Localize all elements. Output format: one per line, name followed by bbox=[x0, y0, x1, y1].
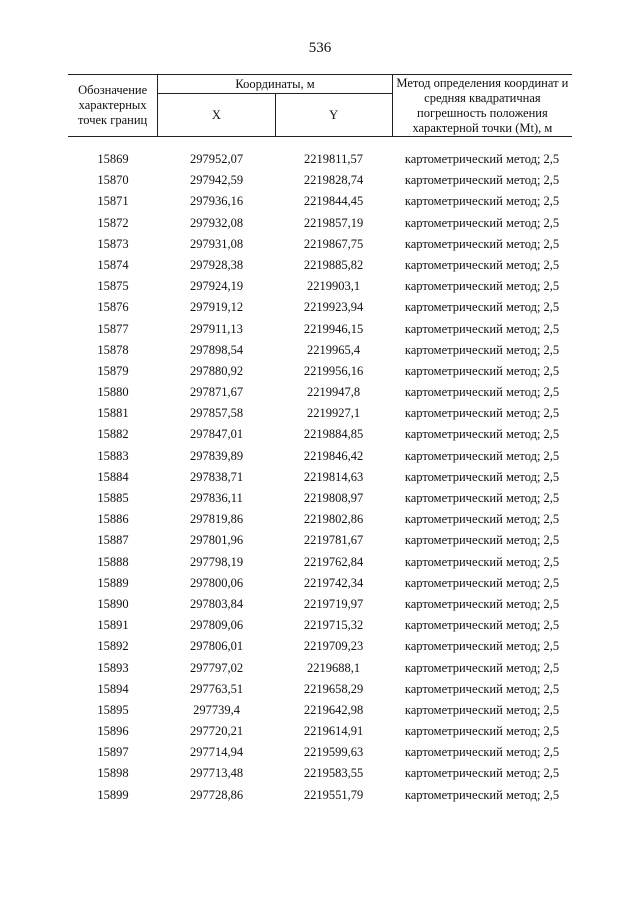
x-coordinate: 297847,01 bbox=[189, 427, 244, 442]
point-number: 15890 bbox=[97, 596, 129, 611]
x-coordinate: 297880,92 bbox=[189, 363, 244, 378]
table-row bbox=[68, 446, 572, 467]
y-coordinate: 2219846,42 bbox=[303, 448, 364, 463]
y-coordinate: 2219857,19 bbox=[303, 215, 364, 230]
point-number: 15874 bbox=[97, 257, 129, 272]
x-coordinate: 297763,51 bbox=[189, 681, 244, 696]
point-number: 15882 bbox=[97, 427, 129, 442]
method-value: картометрический метод; 2,5 bbox=[404, 702, 560, 717]
point-number: 15895 bbox=[97, 702, 129, 717]
table-row bbox=[68, 234, 572, 255]
point-number: 15881 bbox=[97, 406, 129, 421]
point-number: 15893 bbox=[97, 660, 129, 675]
method-value: картометрический метод; 2,5 bbox=[404, 745, 560, 760]
point-number: 15888 bbox=[97, 554, 129, 569]
y-coordinate: 2219715,32 bbox=[303, 618, 364, 633]
point-number: 15896 bbox=[97, 724, 129, 739]
point-number: 15899 bbox=[97, 787, 129, 802]
point-number: 15898 bbox=[97, 766, 129, 781]
table-row bbox=[68, 255, 572, 276]
point-number: 15894 bbox=[97, 681, 129, 696]
x-coordinate: 297952,07 bbox=[189, 152, 244, 166]
point-number: 15884 bbox=[97, 469, 129, 484]
method-value: картометрический метод; 2,5 bbox=[404, 385, 560, 400]
y-coordinate: 2219903,1 bbox=[306, 279, 361, 294]
table-row bbox=[68, 213, 572, 234]
method-value: картометрический метод; 2,5 bbox=[404, 596, 560, 611]
table-row bbox=[68, 319, 572, 340]
point-number: 15897 bbox=[97, 745, 129, 760]
table-row bbox=[68, 297, 572, 318]
table-row bbox=[68, 403, 572, 424]
y-coordinate: 2219742,34 bbox=[303, 575, 364, 590]
header-point-label: Обозначение характерных точек границ bbox=[68, 75, 158, 137]
x-coordinate: 297720,21 bbox=[189, 724, 244, 739]
point-number: 15878 bbox=[97, 342, 129, 357]
point-number: 15883 bbox=[97, 448, 129, 463]
method-value: картометрический метод; 2,5 bbox=[404, 554, 560, 569]
y-coordinate: 2219923,94 bbox=[303, 300, 364, 315]
table-row bbox=[68, 382, 572, 403]
y-coordinate: 2219614,91 bbox=[303, 724, 364, 739]
method-value: картометрический метод; 2,5 bbox=[404, 491, 560, 505]
method-value: картометрический метод; 2,5 bbox=[404, 681, 560, 696]
table-row bbox=[68, 594, 572, 615]
point-number: 15870 bbox=[97, 173, 129, 188]
method-value: картометрический метод; 2,5 bbox=[404, 766, 560, 781]
y-coordinate: 2219844,45 bbox=[303, 194, 364, 209]
x-coordinate: 297919,12 bbox=[189, 300, 244, 315]
point-number: 15871 bbox=[97, 194, 129, 209]
y-coordinate: 2219956,16 bbox=[303, 363, 364, 378]
y-coordinate: 2219688,1 bbox=[306, 660, 361, 675]
y-coordinate: 2219781,67 bbox=[303, 533, 364, 548]
header-coords-label: Координаты, м bbox=[158, 75, 393, 94]
table-row bbox=[68, 509, 572, 530]
y-coordinate: 2219719,97 bbox=[303, 596, 364, 611]
table-row bbox=[68, 467, 572, 488]
y-coordinate: 2219709,23 bbox=[303, 639, 364, 654]
table-row bbox=[68, 679, 572, 700]
table-row bbox=[68, 170, 572, 191]
x-coordinate: 297839,89 bbox=[189, 448, 244, 463]
table-row bbox=[68, 488, 572, 509]
x-coordinate: 297871,67 bbox=[189, 385, 244, 400]
y-coordinate: 2219583,55 bbox=[303, 766, 364, 781]
y-coordinate: 2219658,29 bbox=[303, 681, 364, 696]
point-number: 15891 bbox=[97, 618, 129, 633]
x-coordinate: 297911,13 bbox=[190, 321, 243, 336]
method-value: картометрический метод; 2,5 bbox=[404, 660, 560, 675]
y-coordinate: 2219762,84 bbox=[303, 554, 364, 569]
y-coordinate: 2219599,63 bbox=[303, 745, 364, 760]
y-coordinate: 2219946,15 bbox=[303, 321, 364, 336]
table-header bbox=[68, 74, 572, 137]
x-coordinate: 297931,08 bbox=[189, 236, 244, 251]
method-value: картометрический метод; 2,5 bbox=[404, 300, 560, 315]
table-row bbox=[68, 340, 572, 361]
x-coordinate: 297936,16 bbox=[189, 194, 244, 209]
method-value: картометрический метод; 2,5 bbox=[404, 342, 560, 357]
y-coordinate: 2219551,79 bbox=[303, 787, 364, 802]
method-value: картометрический метод; 2,5 bbox=[404, 194, 560, 209]
x-coordinate: 297800,06 bbox=[189, 575, 244, 590]
x-coordinate: 297836,11 bbox=[190, 491, 243, 505]
method-value: картометрический метод; 2,5 bbox=[404, 321, 560, 336]
x-coordinate: 297932,08 bbox=[189, 215, 244, 230]
method-value: картометрический метод; 2,5 bbox=[404, 173, 560, 188]
table-row bbox=[68, 573, 572, 594]
x-coordinate: 297928,38 bbox=[189, 257, 244, 272]
x-coordinate: 297898,54 bbox=[189, 342, 244, 357]
method-value: картометрический метод; 2,5 bbox=[404, 215, 560, 230]
table-row bbox=[68, 785, 572, 806]
point-number: 15889 bbox=[97, 575, 129, 590]
x-coordinate: 297739,4 bbox=[193, 702, 240, 717]
point-number: 15869 bbox=[97, 152, 129, 166]
table-row bbox=[68, 721, 572, 742]
y-coordinate: 2219828,74 bbox=[303, 173, 364, 188]
y-coordinate: 2219885,82 bbox=[303, 257, 364, 272]
x-coordinate: 297924,19 bbox=[189, 279, 244, 294]
point-number: 15880 bbox=[97, 385, 129, 400]
method-value: картометрический метод; 2,5 bbox=[404, 406, 560, 421]
method-value: картометрический метод; 2,5 bbox=[404, 787, 560, 802]
header-y-label: Y bbox=[275, 94, 392, 137]
table-row bbox=[68, 700, 572, 721]
x-coordinate: 297798,19 bbox=[189, 554, 244, 569]
y-coordinate: 2219808,97 bbox=[303, 491, 364, 505]
x-coordinate: 297806,01 bbox=[189, 639, 244, 654]
point-number: 15873 bbox=[97, 236, 129, 251]
page-number: 536 bbox=[308, 40, 332, 56]
x-coordinate: 297797,02 bbox=[189, 660, 244, 675]
method-value: картометрический метод; 2,5 bbox=[404, 279, 560, 294]
point-number: 15886 bbox=[97, 512, 129, 527]
header-x-label: X bbox=[158, 94, 275, 137]
method-value: картометрический метод; 2,5 bbox=[404, 363, 560, 378]
x-coordinate: 297801,96 bbox=[189, 533, 244, 548]
y-coordinate: 2219965,4 bbox=[306, 342, 361, 357]
point-number: 15885 bbox=[97, 491, 129, 505]
y-coordinate: 2219811,57 bbox=[304, 152, 363, 166]
y-coordinate: 2219947,8 bbox=[306, 385, 361, 400]
x-coordinate: 297809,06 bbox=[189, 618, 244, 633]
table-row bbox=[68, 530, 572, 551]
y-coordinate: 2219867,75 bbox=[303, 236, 364, 251]
x-coordinate: 297838,71 bbox=[189, 469, 244, 484]
x-coordinate: 297714,94 bbox=[189, 745, 244, 760]
method-value: картометрический метод; 2,5 bbox=[404, 152, 560, 166]
method-value: картометрический метод; 2,5 bbox=[404, 469, 560, 484]
method-value: картометрический метод; 2,5 bbox=[404, 427, 560, 442]
y-coordinate: 2219642,98 bbox=[303, 702, 364, 717]
method-value: картометрический метод; 2,5 bbox=[404, 533, 560, 548]
method-value: картометрический метод; 2,5 bbox=[404, 236, 560, 251]
point-number: 15872 bbox=[97, 215, 129, 230]
method-value: картометрический метод; 2,5 bbox=[404, 257, 560, 272]
table-row bbox=[68, 636, 572, 657]
point-number: 15892 bbox=[97, 639, 129, 654]
point-number: 15887 bbox=[97, 533, 129, 548]
x-coordinate: 297803,84 bbox=[189, 596, 244, 611]
method-value: картометрический метод; 2,5 bbox=[404, 575, 560, 590]
method-value: картометрический метод; 2,5 bbox=[404, 618, 560, 633]
x-coordinate: 297728,86 bbox=[189, 787, 244, 802]
table-row bbox=[68, 763, 572, 784]
y-coordinate: 2219814,63 bbox=[303, 469, 364, 484]
table-row bbox=[68, 742, 572, 763]
x-coordinate: 297942,59 bbox=[189, 173, 244, 188]
y-coordinate: 2219802,86 bbox=[303, 512, 364, 527]
x-coordinate: 297857,58 bbox=[189, 406, 244, 421]
table-row bbox=[68, 658, 572, 679]
method-value: картометрический метод; 2,5 bbox=[404, 724, 560, 739]
point-number: 15879 bbox=[97, 363, 129, 378]
point-number: 15877 bbox=[97, 321, 129, 336]
table-row bbox=[68, 552, 572, 573]
table-row bbox=[68, 276, 572, 297]
method-value: картометрический метод; 2,5 bbox=[404, 448, 560, 463]
table-body bbox=[68, 149, 572, 806]
point-number: 15875 bbox=[97, 279, 129, 294]
method-value: картометрический метод; 2,5 bbox=[404, 639, 560, 654]
table-row bbox=[68, 615, 572, 636]
y-coordinate: 2219884,85 bbox=[303, 427, 364, 442]
table-row bbox=[68, 424, 572, 445]
y-coordinate: 2219927,1 bbox=[306, 406, 361, 421]
method-value: картометрический метод; 2,5 bbox=[404, 512, 560, 527]
x-coordinate: 297819,86 bbox=[189, 512, 244, 527]
table-row bbox=[68, 191, 572, 212]
x-coordinate: 297713,48 bbox=[189, 766, 244, 781]
header-method-label: Метод определения координат и средняя квадратичная погрешность положения характерной точки (Mt), м bbox=[392, 75, 572, 137]
table-row bbox=[68, 361, 572, 382]
point-number: 15876 bbox=[97, 300, 129, 315]
table-row bbox=[68, 149, 572, 170]
